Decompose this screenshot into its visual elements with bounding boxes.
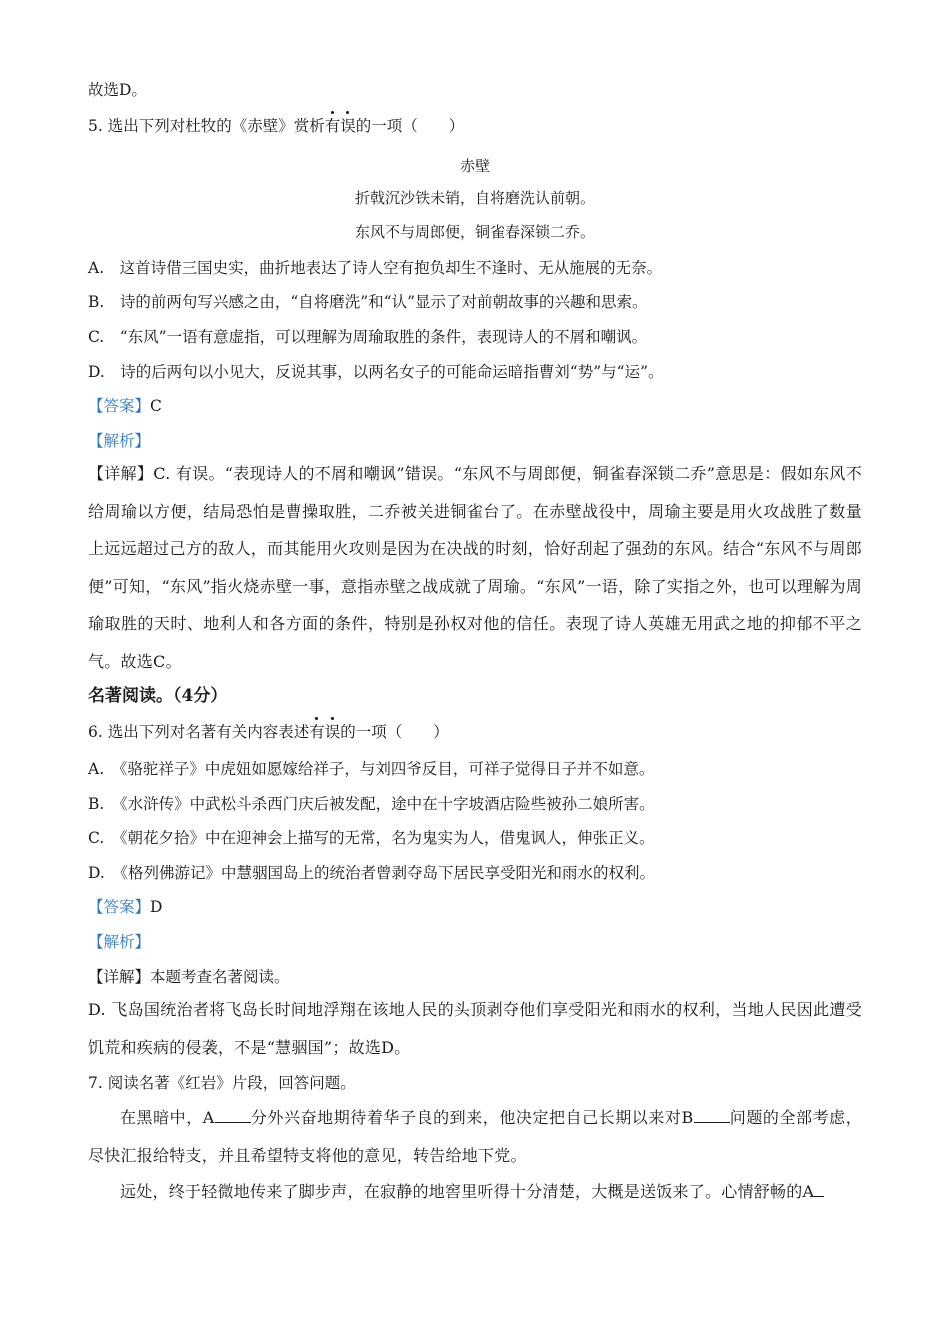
passage-1-part-c: 问题的全部考虑，尽快汇报给特支，并且希望特支将他的意见，转告给地下党。: [88, 1108, 862, 1165]
detail-tag: 【详解】: [88, 464, 154, 483]
emphasis-dot-char: 误: [340, 117, 356, 135]
emphasis-dot-char: 误: [324, 723, 341, 741]
q5-stem-post: 的一项（ ）: [355, 117, 465, 135]
q5-detail: [88, 455, 862, 680]
q6-detail-2: D. 飞岛国统治者将飞岛长时间地浮翔在该地人民的头顶剥夺他们享受阳光和雨水的权利，当地人民因此遭受饥荒和疾病的侵袭，不是“慧骃国”；故选D。: [88, 1000, 862, 1057]
answer-tag: 【答案】: [88, 397, 151, 415]
q6-stem-post: 的一项（ ）: [340, 723, 449, 741]
q5-option-d: D. 诗的后两句以小见大，反说其事，以两名女子的可能命运暗指曹刘“势”与“运”。: [88, 363, 664, 381]
q5-detail-text: C. 有误。“表现诗人的不屑和嘲讽”错误。“东风不与周郎便，铜雀春深锁二乔”意思是：假如东风不给周瑜以方便，结局恐怕是曹操取胜，二乔被关进铜雀台了。在赤壁战役中，周瑜主要是用火攻战胜了数量上远远超过己方的敌人，而其能用火攻则是因为在决战的时刻，恰好刮起了强劲的东风。结合“东风不与周郎便”可知，“东风”指火烧赤壁一事，意指赤壁之战成就了周瑜。“东风”一语，除了实指之外，也可以理解为周瑜取胜的天时、地利人和各方面的条件，特别是孙权对他的信任。表现了诗人英雄无用武之地的抑郁不平之气。故选C。: [88, 464, 862, 671]
q5-answer: [88, 396, 862, 416]
answer-value: C: [150, 397, 162, 415]
q6-stem: [88, 722, 862, 742]
q5-stem: [88, 116, 862, 136]
q6-option-c: C. 《朝花夕拾》中在迎神会上描写的无常，名为鬼实为人，借鬼讽人，伸张正义。: [88, 829, 655, 847]
q5-option-a: A. 这首诗借三国史实，曲折地表达了诗人空有抱负却生不逢时、无从施展的无奈。: [88, 259, 663, 277]
poem-line-1: 折戟沉沙铁未销，自将磨洗认前朝。: [354, 189, 595, 207]
analysis-tag: 【解析】: [88, 933, 151, 951]
q6-detail-1: [88, 967, 862, 987]
fill-blank: [215, 1108, 251, 1123]
answer-value: D: [150, 898, 163, 916]
conclusion-line: 故选D。: [88, 81, 147, 99]
q7-passage-1: [88, 1099, 862, 1174]
fill-blank: [694, 1108, 730, 1123]
q6-option-a: A. 《骆驼祥子》中虎妞如愿嫁给祥子，与刘四爷反目，可祥子觉得日子并不如意。: [88, 760, 655, 778]
passage-2-text: 远处，终于轻微地传来了脚步声，在寂静的地窖里听得十分清楚，大概是送饭来了。心情舒畅的A: [120, 1182, 815, 1201]
emphasis-dot-char: 有: [309, 723, 325, 741]
q5-option-c: C. “东风”一语有意虚指，可以理解为周瑜取胜的条件，表现诗人的不屑和嘲讽。: [88, 328, 648, 346]
q6-stem-pre: 6. 选出下列对名著有关内容表述: [88, 723, 310, 741]
passage-1-part-a: 在黑暗中，A: [120, 1108, 215, 1127]
q5-stem-pre: 5. 选出下列对杜牧的《赤壁》赏析: [88, 117, 325, 135]
q5-option-b: B. 诗的前两句写兴感之由，“自将磨洗”和“认”显示了对前朝故事的兴趣和思索。: [88, 293, 648, 311]
poem-line-2: 东风不与周郎便，铜雀春深锁二乔。: [354, 223, 595, 241]
q7-stem: 7. 阅读名著《红岩》片段，回答问题。: [88, 1074, 356, 1092]
q6-option-d: D. 《格列佛游记》中慧骃国岛上的统治者曾剥夺岛下居民享受阳光和雨水的权利。: [88, 864, 656, 882]
passage-1-part-b: 分外兴奋地期待着华子良的到来，他决定把自己长期以来对B: [250, 1108, 694, 1127]
answer-tag: 【答案】: [88, 898, 151, 916]
q6-answer: [88, 897, 862, 917]
q7-passage-2: [88, 1173, 862, 1211]
q6-detail-1-text: 本题考查名著阅读。: [150, 968, 290, 986]
emphasis-dot-char: 有: [324, 117, 341, 135]
analysis-tag: 【解析】: [88, 432, 151, 450]
fill-blank: [814, 1182, 824, 1197]
section-heading: 名著阅读。（4分）: [88, 686, 228, 706]
poem-title: 赤壁: [459, 157, 490, 175]
detail-tag: 【详解】: [88, 968, 151, 986]
q6-option-b: B. 《水浒传》中武松斗杀西门庆后被发配，途中在十字坡酒店险些被孙二娘所害。: [88, 795, 655, 813]
